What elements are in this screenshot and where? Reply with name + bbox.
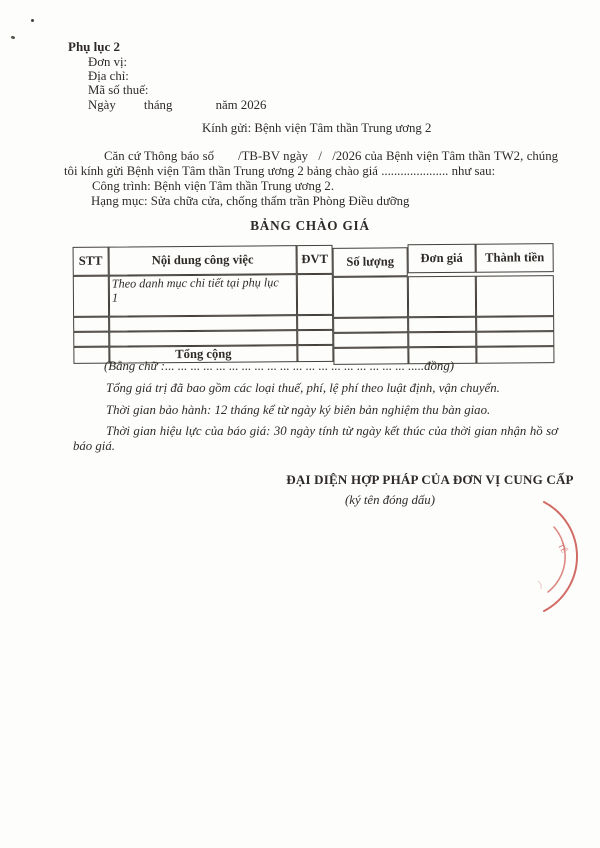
project-line: Công trình: Bệnh viện Tâm thần Trung ương 2. <box>92 179 335 193</box>
sign-and-seal-note: (ký tên đóng dấu) <box>345 493 435 508</box>
stamp-inner-arc <box>548 527 565 592</box>
recipient-line: Kính gửi: Bệnh viện Tâm thần Trung ương 2 <box>202 121 432 135</box>
amount-in-words-line: (Bằng chữ :... ... ... ... ... ... ... ... ... ... ... ... ... ... ... ... ... ... ... .....đồng) <box>104 359 454 373</box>
cell-unit <box>297 274 333 315</box>
scan-artifact-dot <box>11 35 16 39</box>
col-header-unit: ĐVT <box>297 245 333 274</box>
date-month-label: tháng <box>143 97 173 112</box>
warranty-note: Thời gian bảo hành: 12 tháng kể từ ngày ký biên bản nghiệm thu bàn giao. <box>106 403 491 417</box>
quotation-table-title: BẢNG CHÀO GIÁ <box>250 218 370 233</box>
stamp-outer-arc <box>544 502 577 611</box>
supplier-info-block <box>88 55 266 112</box>
cell-stt <box>73 276 109 317</box>
cell-unit-price <box>408 276 476 318</box>
address-label: Địa chỉ: <box>88 69 129 84</box>
date-day-label: Ngày <box>88 97 116 112</box>
signatory-title: ĐẠI DIỆN HỢP PHÁP CỦA ĐƠN VỊ CUNG CẤP <box>286 472 574 487</box>
cell-description: Theo danh mục chi tiết tại phụ lục 1 <box>109 274 297 316</box>
scan-artifact-dot <box>31 19 34 22</box>
date-line <box>88 98 266 112</box>
appendix-label: Phụ lục 2 <box>68 39 121 54</box>
table-header-row <box>73 243 554 276</box>
tax-inclusion-note: Tổng giá trị đã bao gồm các loại thuế, phí, lệ phí theo luật định, vận chuyển. <box>106 381 500 395</box>
intro-paragraph-line1: Căn cứ Thông báo số /TB-BV ngày / /2026 của Bệnh viện Tâm thần TW2, chúng <box>104 149 558 163</box>
stamp-text-fragment: TẾ <box>556 541 569 555</box>
validity-note-line1: Thời gian hiệu lực của báo giá: 30 ngày tính từ ngày kết thúc của thời gian nhận hồ sơ <box>106 424 558 438</box>
col-header-unit-price: Đơn giá <box>408 244 476 274</box>
table-row <box>73 272 554 317</box>
validity-note-line2: báo giá. <box>73 439 115 453</box>
col-header-amount: Thành tiền <box>476 243 554 273</box>
stamp-faint-mark <box>538 581 541 589</box>
col-header-description: Nội dung công việc <box>109 245 297 275</box>
cell-amount <box>476 275 554 317</box>
intro-paragraph-line2: tôi kính gửi Bệnh viện Tâm thần Trung ương 2 bảng chào giá ..................... như sau: <box>64 164 496 178</box>
unit-label: Đơn vị: <box>88 55 128 69</box>
total-label: Tổng cộng <box>109 345 297 363</box>
cell-quantity <box>333 276 408 318</box>
work-item-line: Hạng mục: Sửa chữa cửa, chống thấm trần Phòng Điều dưỡng <box>91 194 410 208</box>
quotation-table <box>73 243 555 364</box>
col-header-stt: STT <box>73 247 109 276</box>
tax-code-label: Mã số thuế: <box>88 83 149 98</box>
date-year-label: năm 2026 <box>215 97 267 112</box>
red-seal-stamp-fragment <box>534 497 586 623</box>
col-header-quantity: Số lượng <box>333 247 408 277</box>
